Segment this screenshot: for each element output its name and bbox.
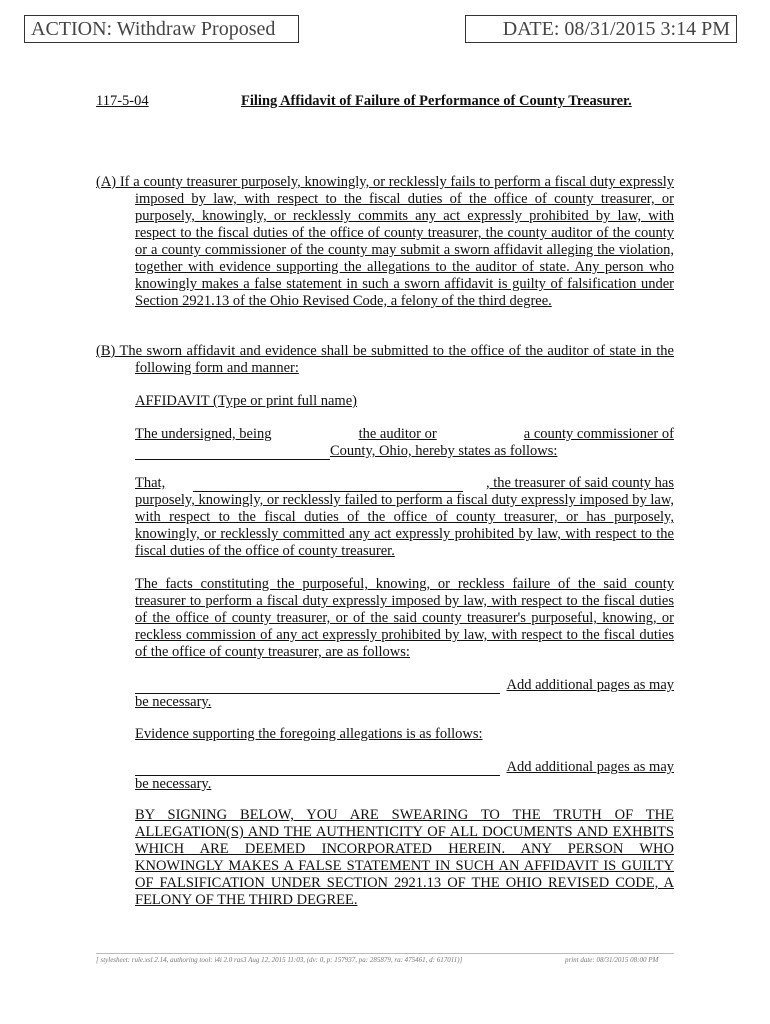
add-pages-text-2: Add additional pages as may xyxy=(506,759,674,775)
undersigned-part-1: The undersigned, being xyxy=(135,426,272,442)
evidence-add-pages xyxy=(135,759,674,793)
that-body: purposely, knowingly, or recklessly failed to perform a fiscal duty expressly imposed by law, with respect to the fiscal duties of the office of county treasurer, or has purposely, knowingly, or recklessly committed any act expressly prohibited by law, with respect to the fiscal duties of the office of county treasurer. xyxy=(135,492,674,559)
be-necessary-text-1: be necessary. xyxy=(135,694,212,710)
undersigned-part-2: the auditor or xyxy=(358,426,437,442)
undersigned-statement xyxy=(135,426,674,460)
facts-paragraph: The facts constituting the purposeful, knowing, or reckless failure of the said county treasurer to perform a fiscal duty expressly imposed by law, with respect to the fiscal duties of the office of county treasurer, or of the said county treasurer's purposeful, knowing, or reckless commission of any act expressly prohibited by law, with respect to the fiscal duties of the office of county treasurer, are as follows: xyxy=(135,576,674,660)
evidence-label: Evidence supporting the foregoing allegations is as follows: xyxy=(135,726,483,742)
facts-add-pages xyxy=(135,677,674,711)
affidavit-label: AFFIDAVIT (Type or print full name) xyxy=(135,393,357,409)
undersigned-part-4: County, Ohio, hereby states as follows: xyxy=(330,443,558,459)
that-lead: That, xyxy=(135,475,166,491)
footer-stylesheet-info: [ stylesheet: rule.xsl 2.14, authoring tool: i4i 2.0 ras3 Aug 12, 2015 11:03, (dv: 0, p: 157937, pa: 285879, ra: 475461, d: 617011)] xyxy=(96,956,463,964)
rule-title: Filing Affidavit of Failure of Performance of County Treasurer. xyxy=(241,93,632,109)
section-b xyxy=(96,343,674,377)
that-paragraph xyxy=(135,475,674,560)
swearing-warning: BY SIGNING BELOW, YOU ARE SWEARING TO THE TRUTH OF THE ALLEGATION(S) AND THE AUTHENTICITY OF ALL DOCUMENTS AND EXHBITS WHICH ARE DEEMED INCORPORATED HEREIN. ANY PERSON WHO KNOWINGLY MAKES A FALSE STATEMENT IN SUCH AN AFFIDAVIT IS GUILTY OF FALSIFICATION UNDER SECTION 2921.13 OF THE OHIO REVISED CODE, A FELONY OF THE THIRD DEGREE. xyxy=(135,807,674,908)
section-b-text: (B) The sworn affidavit and evidence shall be submitted to the office of the auditor of state in the following form and manner: xyxy=(96,343,674,376)
date-header-box: DATE: 08/31/2015 3:14 PM xyxy=(465,15,737,43)
add-pages-text-1: Add additional pages as may xyxy=(506,677,674,693)
county-name-blank[interactable] xyxy=(135,458,330,460)
facts-blank-line[interactable] xyxy=(135,681,500,694)
that-rest: , the treasurer of said county has xyxy=(485,475,674,491)
undersigned-part-3: a county commissioner of xyxy=(523,426,674,442)
be-necessary-text-2: be necessary. xyxy=(135,776,212,792)
footer-print-date: print date: 08/31/2015 08:00 PM xyxy=(565,956,659,964)
evidence-blank-line[interactable] xyxy=(135,763,500,776)
treasurer-name-blank[interactable] xyxy=(193,479,463,492)
section-a xyxy=(96,174,674,310)
footer-divider xyxy=(96,953,674,954)
rule-number: 117-5-04 xyxy=(96,93,149,109)
action-header-box: ACTION: Withdraw Proposed xyxy=(24,15,299,43)
section-a-text: (A) If a county treasurer purposely, knowingly, or recklessly fails to perform a fiscal duty expressly imposed by law, with respect to the fiscal duties of the office of county treasurer, or purposely, knowingly, or recklessly commits any act expressly prohibited by law, with respect to the fiscal duties of the office of county treasurer, the county auditor of the county or a county commissioner of the county may submit a sworn affidavit alleging the violation, together with evidence supporting the allegations to the auditor of state. Any person who knowingly makes a false statement in such a sworn affidavit is guilty of falsification under Section 2921.13 of the Ohio Revised Code, a felony of the third degree. xyxy=(96,174,674,309)
